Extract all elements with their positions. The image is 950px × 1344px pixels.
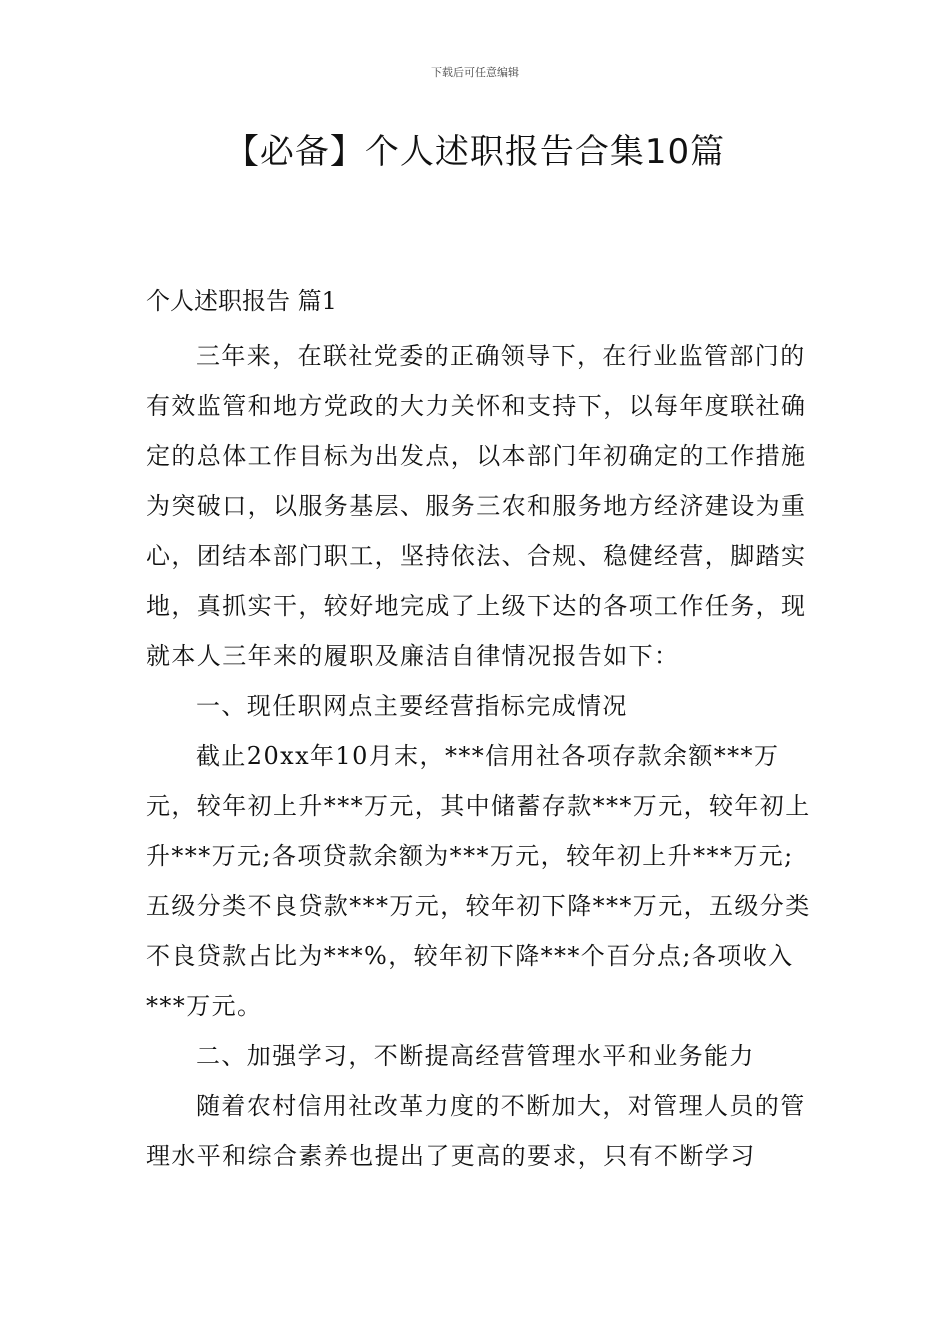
document-title: 【必备】个人述职报告合集10篇 (224, 132, 726, 172)
paragraph-indicators: 截止20xx年10月末，***信用社各项存款余额***万元，较年初上升***万元，其中储蓄存款***万元，较年初上升***万元;各项贷款余额为***万元，较年初上升***万元;五级分类不良贷款***万元，较年初下降***万元，五级分类不良贷款占比为***%，较年初下降***个百分点;各项收入***万元。 (146, 742, 811, 1020)
heading-section-1: 一、现任职网点主要经营指标完成情况 (196, 692, 628, 720)
document-body (146, 331, 816, 1181)
paragraph-intro: 三年来，在联社党委的正确领导下，在行业监管部门的有效监管和地方党政的大力关怀和支持下，以每年度联社确定的总体工作目标为出发点，以本部门年初确定的工作措施为突破口，以服务基层、服务三农和服务地方经济建设为重心，团结本部门职工，坚持依法、合规、稳健经营，脚踏实地，真抓实干，较好地完成了上级下达的各项工作任务，现就本人三年来的履职及廉洁自律情况报告如下： (146, 342, 807, 670)
section-label: 个人述职报告 篇1 (146, 287, 337, 315)
header-note: 下载后可任意编辑 (431, 66, 519, 79)
heading-section-2: 二、加强学习，不断提高经营管理水平和业务能力 (196, 1042, 755, 1070)
paragraph-learning: 随着农村信用社改革力度的不断加大，对管理人员的管理水平和综合素养也提出了更高的要求，只有不断学习 (146, 1092, 806, 1170)
